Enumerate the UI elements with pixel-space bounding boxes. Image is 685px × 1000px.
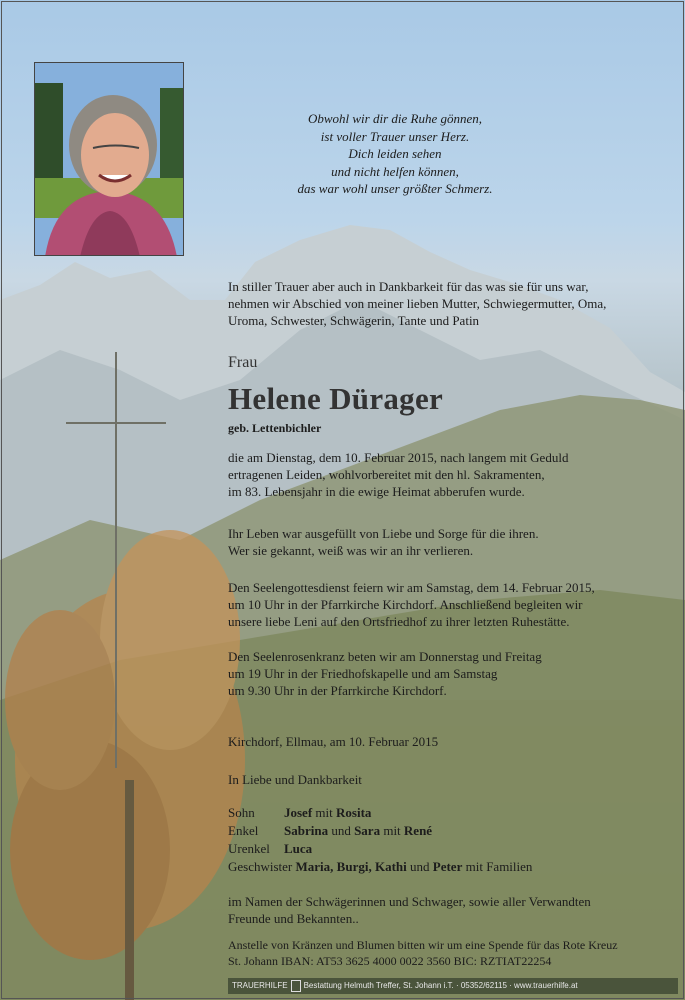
relative-name: Sara	[354, 823, 381, 838]
salutation: Frau	[228, 354, 258, 371]
poem-line: das war wohl unser größter Schmerz.	[297, 181, 493, 196]
relative-partner: Rosita	[336, 805, 372, 820]
relative-partner: René	[403, 823, 433, 838]
relative-conj: mit	[315, 805, 333, 820]
relative-name: Burgi,	[336, 859, 372, 874]
relative-suffix: mit Familien	[465, 859, 533, 874]
relative-siblings	[228, 858, 532, 875]
deceased-name: Helene Dürager	[228, 381, 444, 416]
rosary-paragraph	[228, 648, 542, 699]
poem-line: ist voller Trauer unser Herz.	[320, 128, 470, 144]
paragraph-line: ertragenen Leiden, wohlvorbereitet mit den hl. Sakramenten,	[228, 467, 545, 482]
footer-left: TRAUERHILFE	[232, 981, 288, 990]
intro-line: nehmen wir Abschied von meiner lieben Mutter, Schwiegermutter, Oma,	[228, 296, 607, 311]
service-paragraph	[228, 579, 595, 630]
paragraph-line: die am Dienstag, dem 10. Februar 2015, nach langem mit Geduld	[228, 450, 569, 465]
closing-line: In Liebe und Dankbarkeit	[228, 772, 362, 787]
relative-son	[228, 804, 371, 821]
relative-label: Enkel	[228, 823, 259, 838]
relative-grandchildren	[228, 822, 432, 839]
portrait-photo	[34, 62, 184, 256]
death-paragraph	[228, 449, 568, 500]
paragraph-line: um 19 Uhr in der Friedhofskapelle und am Samstag	[228, 666, 498, 681]
place-date: Kirchdorf, Ellmau, am 10. Februar 2015	[228, 734, 439, 749]
on-behalf-text	[228, 893, 591, 927]
relative-label: Sohn	[228, 805, 255, 820]
relative-conj: und	[410, 859, 430, 874]
relative-name: Kathi	[374, 859, 407, 874]
donation-line: Anstelle von Kränzen und Blumen bitten wir um eine Spende für das Rote Kreuz	[228, 938, 618, 952]
footer-right: Bestattung Helmuth Treffer, St. Johann i.T. · 05352/62115 · www.trauerhilfe.at	[303, 981, 578, 990]
paragraph-line: Ihr Leben war ausgefüllt von Liebe und Sorge für die ihren.	[228, 526, 539, 541]
footer-bar	[228, 978, 678, 994]
relative-great-grandchild	[228, 840, 312, 857]
relative-name: Maria,	[295, 859, 334, 874]
paragraph-line: um 10 Uhr in der Pfarrkirche Kirchdorf. Anschließend begleiten wir	[228, 597, 583, 612]
paragraph-line: im Namen der Schwägerinnen und Schwager, sowie aller Verwandten	[228, 894, 591, 909]
birth-name: geb. Lettenbichler	[228, 421, 322, 435]
poem	[240, 110, 550, 198]
portrait-illustration	[35, 63, 184, 256]
paragraph-line: Freunde und Bekannten..	[228, 911, 359, 926]
relative-conj: und	[331, 823, 351, 838]
poem-line: und nicht helfen können,	[331, 163, 459, 179]
relative-name: Peter	[432, 859, 463, 874]
funeral-logo-icon	[291, 980, 301, 992]
relative-name: Luca	[284, 841, 313, 856]
donation-line: St. Johann IBAN: AT53 3625 4000 0022 3560 BIC: RZTIAT22254	[228, 954, 552, 968]
relative-label: Geschwister	[228, 859, 293, 874]
intro-line: Uroma, Schwester, Schwägerin, Tante und Patin	[228, 313, 480, 328]
paragraph-line: Wer sie gekannt, weiß was wir an ihr verlieren.	[228, 543, 474, 558]
paragraph-line: um 9.30 Uhr in der Pfarrkirche Kirchdorf.	[228, 683, 447, 698]
paragraph-line: im 83. Lebensjahr in die ewige Heimat abberufen wurde.	[228, 484, 525, 499]
poem-line: Dich leiden sehen	[348, 146, 442, 161]
paragraph-line: Den Seelengottesdienst feiern wir am Samstag, dem 14. Februar 2015,	[228, 580, 595, 595]
paragraph-line: unsere liebe Leni auf den Ortsfriedhof zu ihrer letzten Ruhestätte.	[228, 614, 570, 629]
intro-line: In stiller Trauer aber auch in Dankbarkeit für das was sie für uns war,	[228, 279, 589, 294]
paragraph-line: Den Seelenrosenkranz beten wir am Donnerstag und Freitag	[228, 649, 542, 664]
relative-label: Urenkel	[228, 841, 270, 856]
intro-text	[228, 278, 606, 329]
relative-name: Josef	[284, 805, 313, 820]
donation-text	[228, 937, 618, 969]
life-paragraph	[228, 525, 539, 559]
relative-name: Sabrina	[284, 823, 329, 838]
relative-conj: mit	[383, 823, 401, 838]
poem-line: Obwohl wir dir die Ruhe gönnen,	[307, 111, 483, 126]
